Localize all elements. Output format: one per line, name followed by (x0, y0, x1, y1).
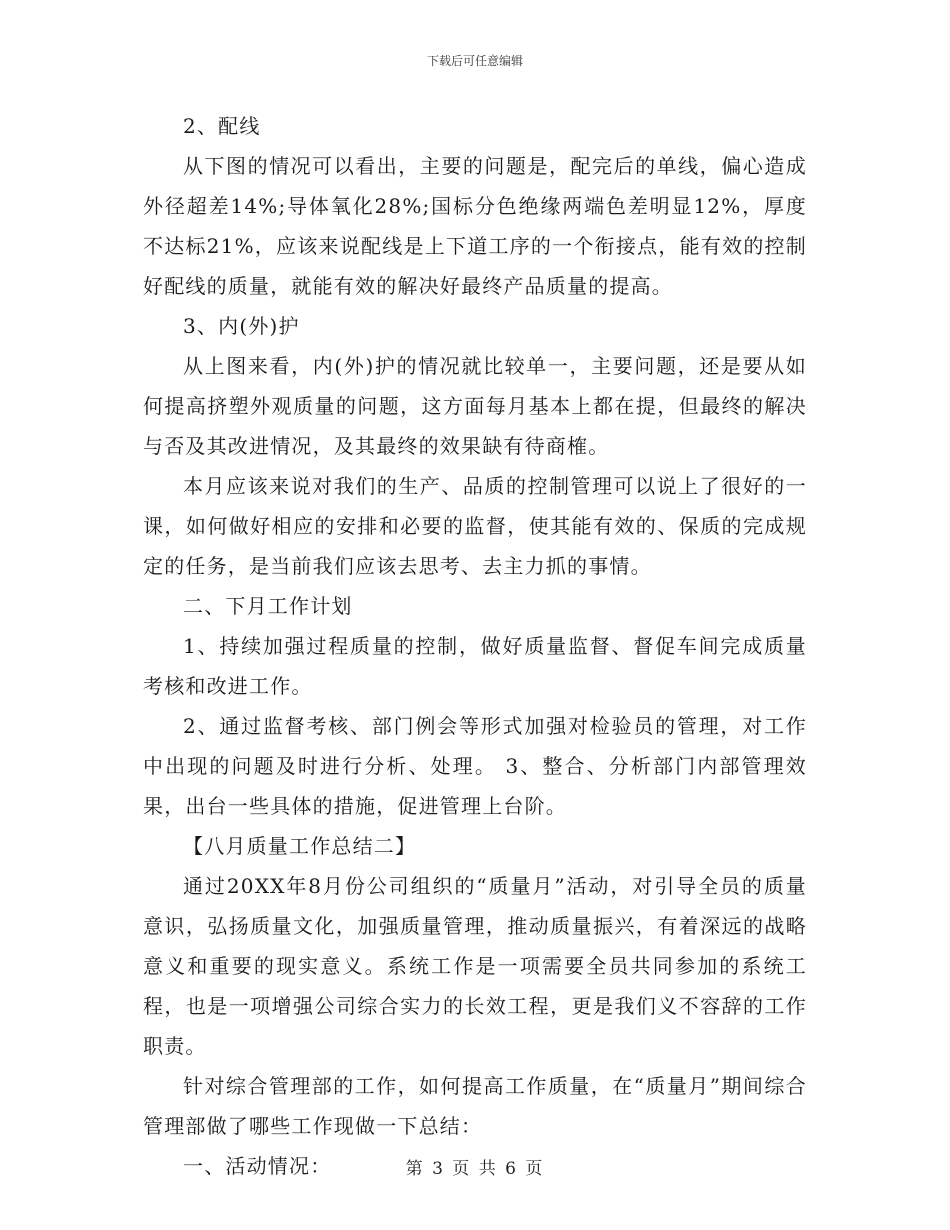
section-heading-sheath: 3、内(外)护 (183, 314, 300, 338)
plan-item-1: 1、持续加强过程质量的控制，做好质量监督、督促车间完成质量考核和改进工作。 (143, 634, 807, 698)
paragraph-wiring-analysis: 从下图的情况可以看出，主要的问题是，配完后的单线，偏心造成外径超差14%;导体氧化28%;国标分色绝缘两端色差明显12%，厚度不达标21%，应该来说配线是上下道工序的一个衔接点，能有效的控制好配线的质量，就能有效的解决好最终产品质量的提高。 (143, 154, 807, 298)
paragraph-management-dept: 针对综合管理部的工作，如何提高工作质量，在“质量月”期间综合管理部做了哪些工作现做一下总结： (143, 1074, 807, 1138)
section-heading-summary-two: 【八月质量工作总结二】 (183, 834, 417, 858)
document-body (143, 106, 807, 1186)
section-heading-next-month-plan: 二、下月工作计划 (183, 594, 353, 618)
paragraph-quality-month-intro: 通过20XX年8月份公司组织的“质量月”活动，对引导全员的质量意识，弘扬质量文化，加强质量管理，推动质量振兴，有着深远的战略意义和重要的现实意义。系统工作是一项需要全员共同参加的系统工程，也是一项增强公司综合实力的长效工程，更是我们义不容辞的工作职责。 (143, 874, 807, 1058)
plan-item-2-3: 2、通过监督考核、部门例会等形式加强对检验员的管理，对工作中出现的问题及时进行分析、处理。 3、整合、分析部门内部管理效果，出台一些具体的措施，促进管理上台阶。 (143, 714, 807, 818)
page-number-footer: 第 3 页 共 6 页 (405, 1159, 545, 1179)
paragraph-monthly-conclusion: 本月应该来说对我们的生产、品质的控制管理可以说上了很好的一课，如何做好相应的安排和必要的监督，使其能有效的、保质的完成规定的任务，是当前我们应该去思考、去主力抓的事情。 (143, 474, 807, 578)
page-header: 下载后可任意编辑 (426, 54, 523, 68)
section-heading-wiring: 2、配线 (183, 114, 261, 138)
paragraph-sheath-analysis: 从上图来看，内(外)护的情况就比较单一，主要问题，还是要从如何提高挤塑外观质量的问题，这方面每月基本上都在提，但最终的解决与否及其改进情况，及其最终的效果缺有待商榷。 (143, 354, 807, 458)
section-heading-activities: 一、活动情况： (183, 1154, 332, 1178)
